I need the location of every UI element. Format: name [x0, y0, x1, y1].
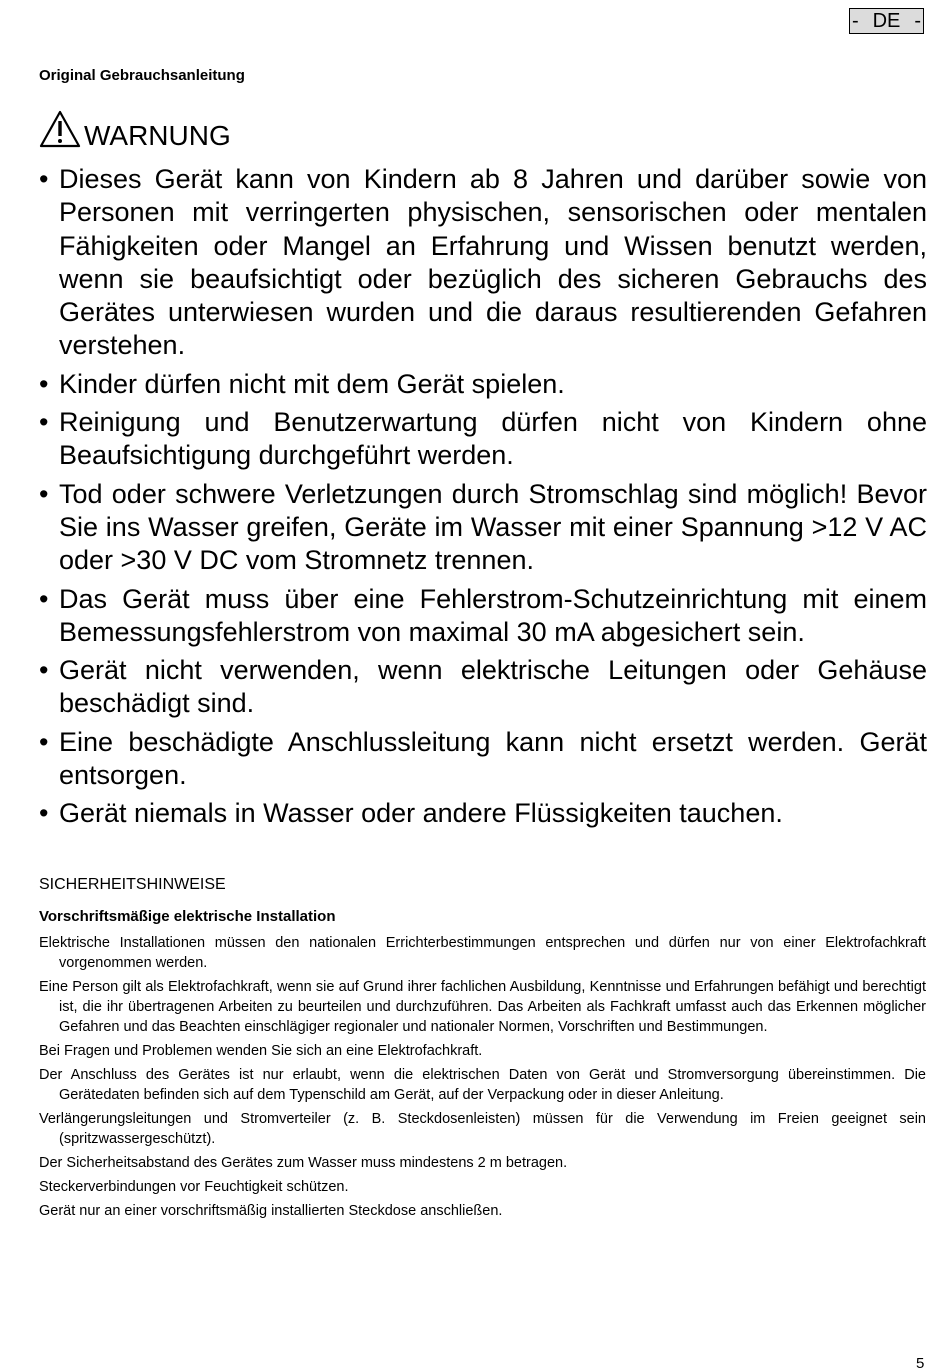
warning-item-text: Das Gerät muss über eine Fehlerstrom-Schutzeinrichtung mit einem Bemessungsfehlerstrom von maximal 30 mA abgesichert sein.	[59, 583, 927, 647]
warning-item	[39, 478, 927, 578]
warning-triangle-icon	[39, 110, 81, 148]
section-title: SICHERHEITSHINWEISE	[39, 876, 226, 893]
warning-item	[39, 797, 927, 830]
warning-item-text: Tod oder schwere Verletzungen durch Stromschlag sind möglich! Bevor Sie ins Wasser greifen, Geräte im Wasser mit einer Spannung >12 V AC oder >30 V DC vom Stromnetz trennen.	[59, 478, 927, 576]
safety-paragraph: Eine Person gilt als Elektrofachkraft, wenn sie auf Grund ihrer fachlichen Ausbildung, Kenntnisse und Erfahrungen befähigt und berechtigt ist, die ihr übertragenen Arbeiten zu beurteilen und durchzuführen. Das Arbeiten als Fachkraft umfasst auch das Erkennen möglicher Gefahren und das Beachten einschlägiger regionaler und nationaler Normen, Vorschriften und Bestimmungen.	[39, 979, 926, 1035]
language-badge	[849, 8, 924, 34]
language-badge-dash-left: -	[852, 9, 859, 32]
warning-item-text: Gerät niemals in Wasser oder andere Flüssigkeiten tauchen.	[59, 798, 783, 829]
warning-heading	[39, 110, 231, 151]
language-badge-dash-right: -	[914, 9, 921, 32]
bullet-glyph: •	[39, 726, 49, 757]
warning-item	[39, 163, 927, 363]
warning-list	[39, 163, 927, 836]
bullet-glyph: •	[39, 655, 49, 686]
bullet-glyph: •	[39, 583, 49, 614]
warning-title: WARNUNG	[84, 120, 231, 151]
bullet-glyph: •	[39, 368, 49, 399]
safety-paragraph: Steckerverbindungen vor Feuchtigkeit schützen.	[39, 1179, 349, 1195]
page-number: 5	[916, 1355, 925, 1372]
subsection-title: Vorschriftsmäßige elektrische Installation	[39, 908, 336, 925]
safety-paragraph: Der Anschluss des Gerätes ist nur erlaubt, wenn die elektrischen Daten von Gerät und Stromversorgung übereinstimmen. Die Gerätedaten befinden sich auf dem Typenschild am Gerät, auf der Verpackung oder in dieser Anleitung.	[39, 1067, 926, 1103]
safety-paragraph: Verlängerungsleitungen und Stromverteiler (z. B. Steckdosenleisten) müssen für die Verwendung im Freien geeignet sein (spritzwassergeschützt).	[39, 1111, 926, 1147]
safety-paragraph: Der Sicherheitsabstand des Gerätes zum Wasser muss mindestens 2 m betragen.	[39, 1155, 568, 1171]
safety-paragraph: Bei Fragen und Problemen wenden Sie sich an eine Elektrofachkraft.	[39, 1043, 483, 1059]
warning-item-text: Reinigung und Benutzerwartung dürfen nicht von Kindern ohne Beaufsichtigung durchgeführt werden.	[59, 407, 927, 471]
warning-item-text: Gerät nicht verwenden, wenn elektrische Leitungen oder Gehäuse beschädigt sind.	[59, 655, 927, 719]
language-code: DE	[872, 9, 901, 32]
bullet-glyph: •	[39, 798, 49, 829]
document-label: Original Gebrauchsanleitung	[39, 67, 245, 84]
bullet-glyph: •	[39, 478, 49, 509]
warning-item	[39, 726, 927, 793]
bullet-glyph: •	[39, 407, 49, 438]
warning-item	[39, 406, 927, 473]
warning-item-text: Eine beschädigte Anschlussleitung kann nicht ersetzt werden. Gerät entsorgen.	[59, 726, 927, 791]
safety-paragraph: Elektrische Installationen müssen den nationalen Errichterbestimmungen entsprechen und dürfen nur von einer Elektrofachkraft vorgenommen werden.	[39, 935, 926, 971]
warning-item	[39, 654, 927, 721]
safety-notes	[39, 933, 926, 1225]
safety-paragraph: Gerät nur an einer vorschriftsmäßig installierten Steckdose anschließen.	[39, 1203, 503, 1219]
warning-item	[39, 583, 927, 650]
warning-item-text: Dieses Gerät kann von Kindern ab 8 Jahren und darüber sowie von Personen mit verringerten physischen, sensorischen oder mentalen Fähigkeiten oder Mangel an Erfahrung und Wissen benutzt werden, wenn sie beaufsichtigt oder bezüglich des sicheren Gebrauchs des Gerätes unterwiesen wurden und die daraus resultierenden Gefahren verstehen.	[59, 164, 927, 361]
warning-item	[39, 368, 927, 401]
bullet-glyph: •	[39, 164, 49, 194]
warning-item-text: Kinder dürfen nicht mit dem Gerät spielen.	[59, 368, 565, 399]
